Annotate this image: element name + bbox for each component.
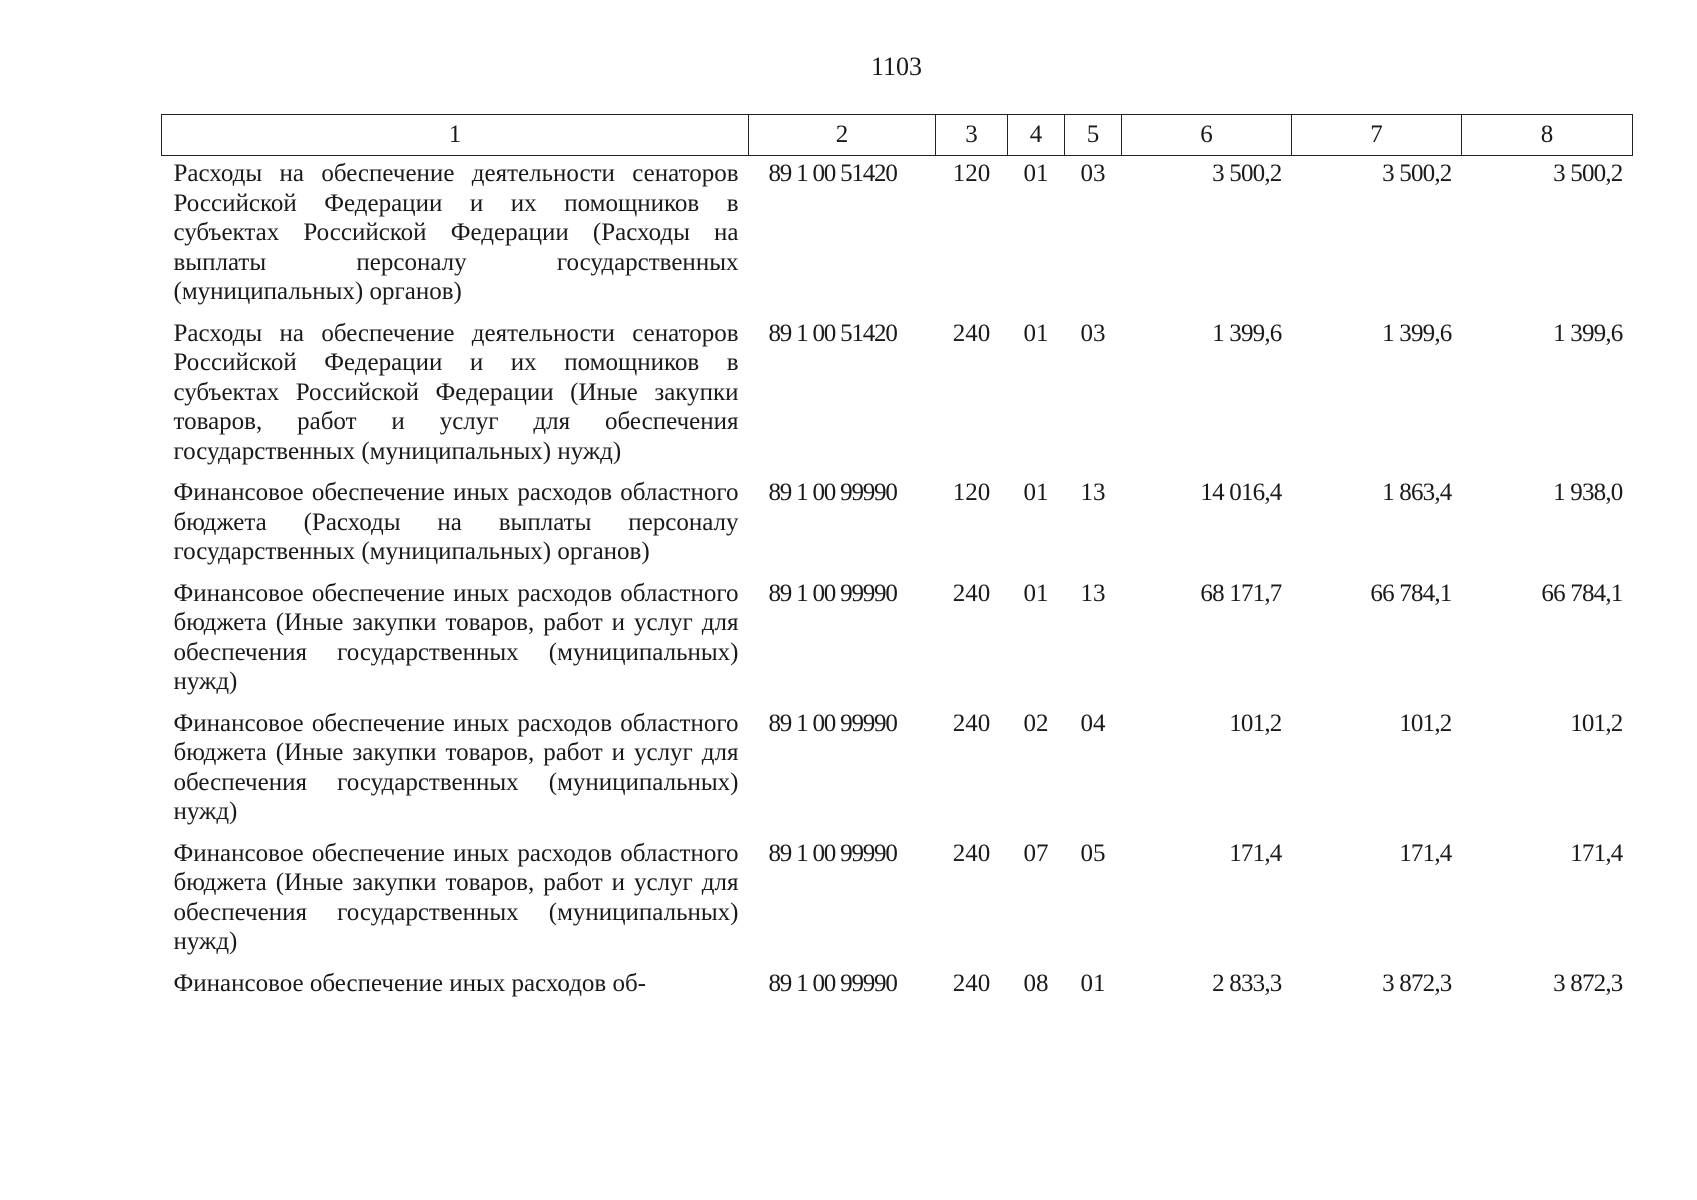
- budget-table: [161, 114, 1633, 1007]
- row-subsection: 04: [1080, 709, 1106, 737]
- page-number: 1103: [870, 52, 923, 81]
- row-subsection: 13: [1080, 579, 1106, 607]
- row-value-7: 171,4: [1399, 839, 1452, 867]
- header-col-1: 1: [162, 115, 749, 156]
- table-row: [162, 475, 1633, 576]
- row-value-6: 2 833,3: [1212, 969, 1282, 997]
- row-section: 02: [1023, 709, 1049, 737]
- row-subsection: 03: [1080, 319, 1106, 347]
- row-value-6: 101,2: [1229, 709, 1282, 737]
- table-row: [162, 316, 1633, 476]
- header-row: [162, 115, 1633, 156]
- row-description: Расходы на обеспечение деятельности сенаторов Российской Федерации и их помощников в субъектах Российской Федерации (Расходы на выплаты персоналу государственных (муниципальных) органов): [173, 160, 739, 305]
- row-expense-type: 240: [952, 579, 991, 607]
- row-target-code: 89 1 00 51420: [768, 319, 897, 347]
- row-target-code: 89 1 00 51420: [768, 160, 897, 187]
- header-col-2: 2: [749, 115, 936, 156]
- row-section: 08: [1023, 969, 1049, 997]
- row-target-code: 89 1 00 99990: [768, 479, 897, 506]
- row-value-6: 68 171,7: [1200, 579, 1282, 607]
- table-header: [162, 115, 1633, 156]
- row-description: Расходы на обеспечение деятельности сенаторов Российской Федерации и их помощников в субъектах Российской Федерации (Иные закупки товаров, работ и услуг для обеспечения государственных (муниципальных) нужд): [173, 319, 739, 465]
- header-col-8: 8: [1462, 115, 1633, 156]
- table-row: [162, 706, 1633, 836]
- table-row: [162, 836, 1633, 966]
- row-value-7: 1 399,6: [1382, 319, 1452, 347]
- row-value-6: 171,4: [1229, 839, 1282, 867]
- row-target-code: 89 1 00 99990: [768, 839, 897, 867]
- header-col-3: 3: [936, 115, 1008, 156]
- row-value-8: 1 399,6: [1553, 319, 1623, 347]
- row-subsection: 01: [1080, 969, 1106, 997]
- table-row: [162, 156, 1633, 316]
- header-col-4: 4: [1008, 115, 1065, 156]
- row-target-code: 89 1 00 99990: [768, 969, 897, 997]
- row-expense-type: 120: [952, 479, 991, 506]
- row-description: Финансовое обеспечение иных расходов областного бюджета (Расходы на выплаты персоналу государственных (муниципальных) органов): [173, 479, 739, 565]
- header-col-6: 6: [1122, 115, 1292, 156]
- table-row: [162, 576, 1633, 706]
- row-subsection: 13: [1080, 479, 1106, 506]
- row-section: 01: [1023, 160, 1049, 187]
- row-value-6: 1 399,6: [1212, 319, 1282, 347]
- header-col-5: 5: [1065, 115, 1122, 156]
- row-expense-type: 240: [952, 969, 991, 997]
- row-expense-type: 240: [952, 839, 991, 867]
- row-section: 01: [1023, 319, 1049, 347]
- row-value-8: 3 872,3: [1553, 969, 1623, 997]
- row-expense-type: 120: [952, 160, 991, 187]
- row-description: Финансовое обеспечение иных расходов областного бюджета (Иные закупки товаров, работ и услуг для обеспечения государственных (муниципальных) нужд): [173, 709, 739, 825]
- row-description: Финансовое обеспечение иных расходов областного бюджета (Иные закупки товаров, работ и услуг для обеспечения государственных (муниципальных) нужд): [173, 839, 739, 955]
- row-value-7: 101,2: [1399, 709, 1452, 737]
- row-expense-type: 240: [952, 319, 991, 347]
- row-value-8: 66 784,1: [1541, 579, 1623, 607]
- row-section: 07: [1023, 839, 1049, 867]
- row-value-8: 1 938,0: [1553, 479, 1623, 506]
- row-value-7: 3 872,3: [1382, 969, 1452, 997]
- row-value-6: 3 500,2: [1212, 160, 1282, 187]
- row-value-8: 171,4: [1570, 839, 1623, 867]
- row-subsection: 05: [1080, 839, 1106, 867]
- row-target-code: 89 1 00 99990: [768, 579, 897, 607]
- table-body: [162, 156, 1633, 1008]
- row-value-8: 101,2: [1570, 709, 1623, 737]
- row-description: Финансовое обеспечение иных расходов об-: [173, 969, 647, 997]
- row-subsection: 03: [1080, 160, 1106, 187]
- row-value-7: 3 500,2: [1382, 160, 1452, 187]
- row-value-7: 1 863,4: [1382, 479, 1452, 506]
- row-target-code: 89 1 00 99990: [768, 709, 897, 737]
- row-section: 01: [1023, 579, 1049, 607]
- header-col-7: 7: [1292, 115, 1462, 156]
- row-value-6: 14 016,4: [1200, 479, 1282, 506]
- row-description: Финансовое обеспечение иных расходов областного бюджета (Иные закупки товаров, работ и услуг для обеспечения государственных (муниципальных) нужд): [173, 579, 739, 695]
- row-value-7: 66 784,1: [1370, 579, 1452, 607]
- table-row: [162, 966, 1633, 1008]
- row-value-8: 3 500,2: [1553, 160, 1623, 187]
- row-expense-type: 240: [952, 709, 991, 737]
- row-section: 01: [1023, 479, 1049, 506]
